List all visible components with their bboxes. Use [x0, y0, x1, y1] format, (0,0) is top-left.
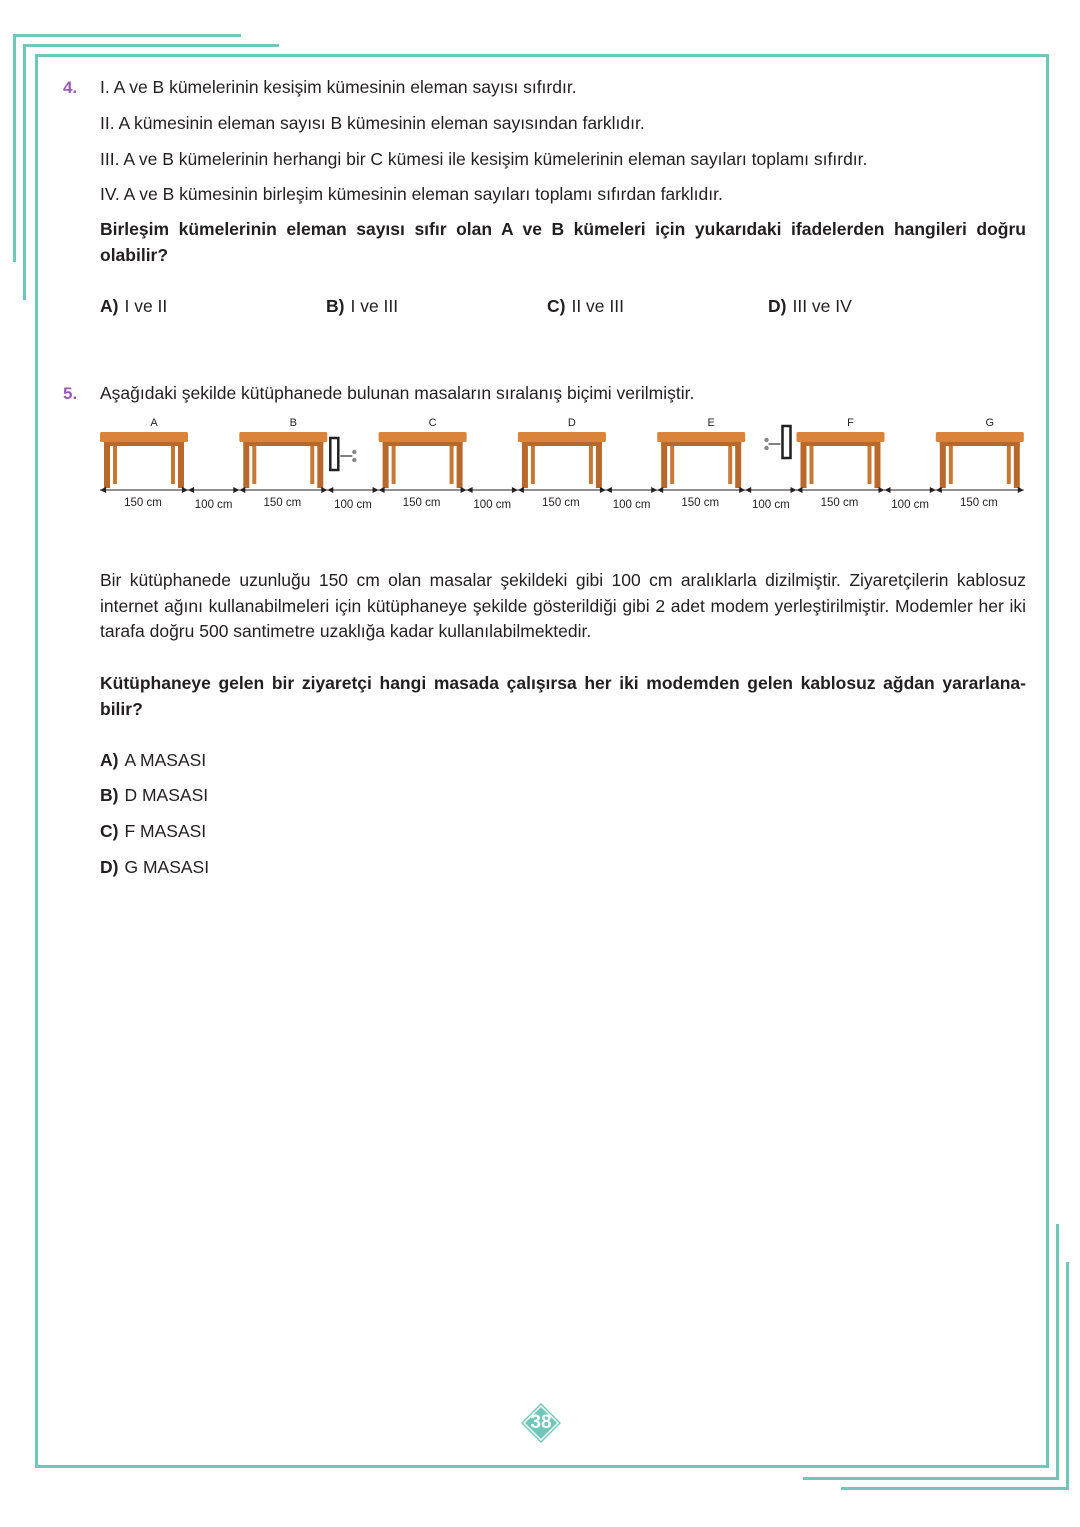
gap-arrow-2-head-right — [512, 487, 518, 493]
table-a-length-arrow-head-right — [182, 487, 188, 493]
table-a-length-arrow-head-left — [100, 487, 106, 493]
frame-right-outer — [1066, 1262, 1069, 1490]
gap-label-2: 100 cm — [473, 499, 512, 511]
table-g-length-arrow-head-right — [1018, 487, 1024, 493]
frame-top-inner — [23, 44, 279, 47]
question-4-number: 4. — [63, 78, 78, 97]
gap-label-5: 100 cm — [891, 499, 930, 511]
q4-statement-4: IV. A ve B kümesinin birleşim kümesinin eleman sayıları toplamı sıfırdan farklıdır. — [100, 184, 723, 204]
table-c-leg-left — [383, 442, 389, 488]
table-a-leg-right — [178, 442, 184, 488]
page-number-badge — [521, 1403, 561, 1443]
option-letter: D) — [768, 296, 787, 316]
table-c-leg-right — [457, 442, 463, 488]
table-f-top — [797, 432, 885, 442]
table-f-length-label: 150 cm — [820, 497, 859, 509]
table-a-leg-back-right — [171, 446, 175, 484]
option-text: III ve IV — [792, 296, 852, 316]
modem-1-icon-dot-top — [352, 450, 356, 454]
table-f-leg-back-right — [868, 446, 872, 484]
option-letter: B) — [326, 296, 345, 316]
gap-arrow-0-head-right — [233, 487, 239, 493]
table-g-length-label: 150 cm — [959, 497, 998, 509]
q5-option-a[interactable] — [100, 750, 206, 771]
table-e-leg-right — [735, 442, 741, 488]
table-a-top — [100, 432, 188, 442]
table-a-leg-left — [104, 442, 110, 488]
modem-2-icon-dot-top — [764, 438, 768, 442]
table-c-length-label: 150 cm — [402, 497, 441, 509]
option-text: G MASASI — [124, 857, 210, 877]
option-text: I ve II — [124, 296, 168, 316]
q5-option-d[interactable] — [100, 857, 209, 878]
table-f-length-arrow-head-left — [797, 487, 803, 493]
frame-top-outer — [13, 34, 241, 37]
option-letter: B) — [100, 785, 119, 805]
table-c-length-arrow-head-right — [461, 487, 467, 493]
table-b-length-label: 150 cm — [263, 497, 302, 509]
table-c-length-arrow-head-left — [379, 487, 385, 493]
table-b-leg-right — [317, 442, 323, 488]
table-b-top — [239, 432, 327, 442]
table-b-leg-left — [243, 442, 249, 488]
gap-arrow-4-head-right — [791, 487, 797, 493]
q5-intro: Aşağıdaki şekilde kütüphanede bulunan masaların sıralanış biçimi verilmiştir. — [100, 383, 695, 403]
gap-label-1: 100 cm — [334, 499, 372, 511]
table-b-leg-back-left — [252, 446, 256, 484]
table-d-top — [518, 432, 606, 442]
option-text: A MASASI — [124, 750, 207, 770]
modem-2-icon — [783, 426, 791, 458]
table-c-leg-back-right — [450, 446, 454, 484]
q5-question: Kütüphaneye gelen bir ziyaretçi hangi masada çalışırsa her iki modemden gelen kablosuz ağdan yararlana-bilir? — [100, 673, 1026, 719]
table-e-leg-left — [661, 442, 667, 488]
option-letter: C) — [100, 821, 119, 841]
option-text: D MASASI — [124, 785, 209, 805]
table-b-apron — [243, 442, 323, 446]
gap-arrow-1-head-left — [327, 487, 333, 493]
table-c-label: C — [428, 417, 437, 429]
q4-option-d[interactable] — [768, 296, 852, 317]
table-a-length-label: 150 cm — [124, 497, 162, 509]
table-g-apron — [940, 442, 1020, 446]
table-g-leg-right — [1014, 442, 1020, 488]
table-g-leg-left — [940, 442, 946, 488]
table-e-length-arrow-head-right — [739, 487, 745, 493]
frame-left-outer — [13, 34, 16, 262]
table-e-label: E — [707, 417, 715, 429]
frame-bottom-inner — [803, 1477, 1059, 1480]
q4-statement-3: III. A ve B kümelerinin herhangi bir C kümesi ile kesişim kümelerinin eleman sayıları toplamı sıfırdır. — [100, 149, 868, 169]
table-d-apron — [522, 442, 602, 446]
table-e-top — [657, 432, 745, 442]
table-b-length-arrow-head-left — [239, 487, 245, 493]
table-b-label: B — [289, 417, 297, 429]
table-g-leg-back-left — [949, 446, 953, 484]
table-f-apron — [801, 442, 881, 446]
table-g-leg-back-right — [1007, 446, 1011, 484]
q5-paragraph: Bir kütüphanede uzunluğu 150 cm olan masalar şekildeki gibi 100 cm aralıklarla dizilmiştir. Ziyaretçilerin kablosuz internet ağını kullanabilmeleri için kütüphaneye şekilde gösterildiği gibi 2 adet modem yerleştirilmiştir. Modemler her iki tarafa doğru 500 santimetre uzaklığa kadar kullanılabilmektedir. — [100, 570, 1026, 641]
q5-option-c[interactable] — [100, 821, 206, 842]
frame-bottom-outer — [841, 1487, 1069, 1490]
option-text: II ve III — [571, 296, 624, 316]
table-a-label: A — [150, 417, 158, 429]
table-g-length-arrow-head-left — [936, 487, 942, 493]
gap-arrow-5-head-left — [885, 487, 891, 493]
modem-1-icon-dot-bottom — [352, 458, 356, 462]
modem-2-icon-dot-bottom — [764, 446, 768, 450]
gap-label-3: 100 cm — [612, 499, 651, 511]
page-number: 38 — [530, 1412, 552, 1433]
table-c-top — [379, 432, 467, 442]
modem-1-icon — [330, 438, 338, 470]
table-d-leg-back-left — [531, 446, 535, 484]
table-d-length-label: 150 cm — [542, 497, 580, 509]
table-d-leg-right — [596, 442, 602, 488]
option-letter: C) — [547, 296, 566, 316]
q4-statement-1: I. A ve B kümelerinin kesişim kümesinin eleman sayısı sıfırdır. — [100, 77, 577, 97]
gap-label-4: 100 cm — [751, 499, 790, 511]
table-f-leg-back-left — [810, 446, 814, 484]
table-f-length-arrow-head-right — [879, 487, 885, 493]
library-tables-figure — [90, 410, 1030, 520]
gap-arrow-3-head-right — [651, 487, 657, 493]
q4-question: Birleşim kümelerinin eleman sayısı sıfır olan A ve B kümeleri için yukarıdaki ifadelerden hangileri doğru olabilir? — [100, 219, 1026, 265]
q4-option-c[interactable] — [547, 296, 624, 317]
option-text: I ve III — [350, 296, 399, 316]
gap-arrow-3-head-left — [606, 487, 612, 493]
gap-arrow-2-head-left — [467, 487, 473, 493]
q4-option-a[interactable] — [100, 296, 167, 317]
table-e-leg-back-right — [728, 446, 732, 484]
table-d-label: D — [567, 417, 576, 429]
frame-top-main — [35, 54, 1049, 57]
gap-label-0: 100 cm — [194, 499, 233, 511]
table-c-apron — [383, 442, 463, 446]
option-letter: D) — [100, 857, 119, 877]
table-d-leg-left — [522, 442, 528, 488]
table-f-leg-right — [875, 442, 881, 488]
table-g-label: G — [985, 417, 995, 429]
table-f-label: F — [847, 417, 854, 429]
option-text: F MASASI — [124, 821, 207, 841]
frame-bottom-main — [35, 1465, 1049, 1468]
table-b-leg-back-right — [310, 446, 314, 484]
table-e-length-arrow-head-left — [657, 487, 663, 493]
table-f-leg-left — [801, 442, 807, 488]
question-5-number: 5. — [63, 384, 78, 403]
frame-right-main — [1046, 54, 1049, 1468]
table-e-leg-back-left — [670, 446, 674, 484]
q4-option-b[interactable] — [326, 296, 398, 317]
table-d-length-arrow-head-right — [600, 487, 606, 493]
frame-right-inner — [1056, 1224, 1059, 1480]
option-letter: A) — [100, 296, 119, 316]
table-e-apron — [661, 442, 741, 446]
table-b-length-arrow-head-right — [321, 487, 327, 493]
frame-left-inner — [23, 44, 26, 300]
table-a-leg-back-left — [113, 446, 117, 484]
gap-arrow-0-head-left — [188, 487, 194, 493]
option-letter: A) — [100, 750, 119, 770]
frame-left-main — [35, 54, 38, 1468]
table-c-leg-back-left — [392, 446, 396, 484]
table-d-leg-back-right — [589, 446, 593, 484]
table-g-top — [936, 432, 1024, 442]
table-e-length-label: 150 cm — [681, 497, 720, 509]
q5-option-b[interactable] — [100, 785, 208, 806]
gap-arrow-5-head-right — [930, 487, 936, 493]
gap-arrow-1-head-right — [373, 487, 379, 493]
gap-arrow-4-head-left — [745, 487, 751, 493]
table-d-length-arrow-head-left — [518, 487, 524, 493]
table-a-apron — [104, 442, 184, 446]
q4-statement-2: II. A kümesinin eleman sayısı B kümesinin eleman sayısından farklıdır. — [100, 113, 645, 133]
